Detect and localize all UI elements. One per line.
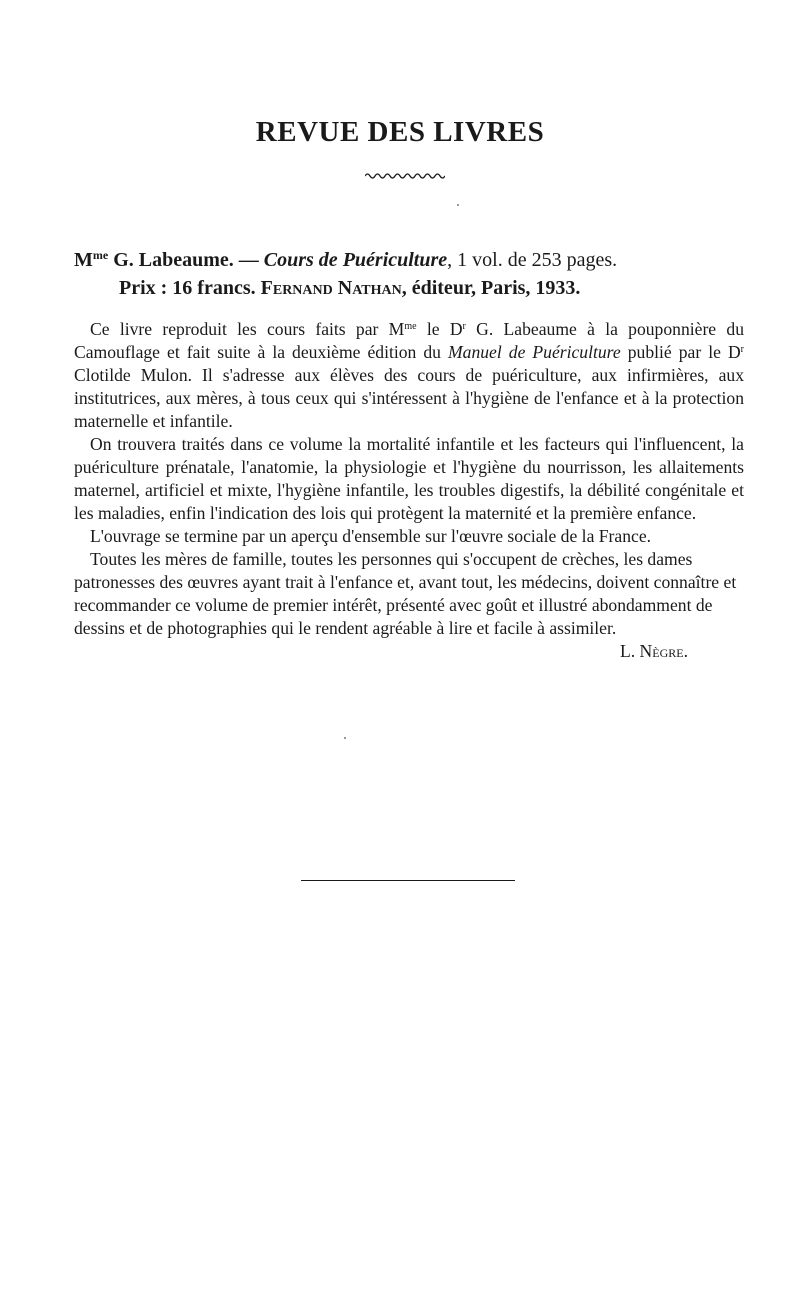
review-body [74, 318, 744, 663]
print-speck [344, 737, 346, 739]
print-speck [457, 204, 459, 206]
paragraph-1 [74, 318, 744, 433]
book-title: Cours de Puériculture [263, 249, 448, 271]
paragraph-1-text-e: Clotilde Mulon. Il s'adresse aux élèves des cours de puériculture, aux infirmières, aux institutrices, aux mères, à tous ceux qui s'intéressent à l'hygiène de l'enfance et à la protection maternelle et infantile. [74, 365, 744, 431]
author-prefix-sup: me [92, 248, 109, 262]
paragraph-4-text: Toutes les mères de famille, toutes les personnes qui s'occupent de crèches, les dames patronesses des œuvres ayant trait à l'enfance et, avant tout, les médecins, doivent connaître et recommander ce volume de premier intérêt, présenté avec goût et illustré abondamment de dessins et de photographies qui le rendent agréable à lire et facile à assimiler. [74, 549, 737, 638]
volume-info: , 1 vol. de 253 pages. [447, 249, 618, 271]
paragraph-1-sup-3: r [740, 344, 745, 355]
price: Prix : 16 francs. [119, 277, 261, 299]
paragraph-1-text-b: le D [416, 319, 463, 339]
paragraph-1-text-d: publié par le D [620, 342, 741, 362]
review-heading [74, 246, 754, 302]
paragraph-1-text-a: Ce livre reproduit les cours faits par M [90, 319, 405, 339]
paragraph-1-sup-1: me [404, 321, 417, 332]
author-prefix: M [74, 249, 93, 271]
publisher-rest: , éditeur, Paris, 1933. [401, 277, 581, 299]
paragraph-1-text-c: G. Labeaume à la pouponnière du Camouflage et fait suite à la deuxième édition du [74, 319, 744, 362]
paragraph-2: On trouvera traités dans ce volume la mortalité infantile et les facteurs qui l'influencent, la puériculture prénatale, l'anatomie, la physiologie et l'hygiène du nourrisson, les allaitements maternel, artificiel et mixte, l'hygiène infantile, les troubles digestifs, la débilité congénitale et les maladies, enfin l'indication des lois qui protègent la maternité et la première enfance. [74, 434, 744, 523]
heading-dash: . — [228, 249, 264, 271]
signature: L. Nègre. [620, 641, 688, 661]
end-rule [301, 880, 515, 881]
title-ornament [365, 172, 445, 180]
publisher: Fernand Nathan [260, 277, 402, 299]
page-title: REVUE DES LIVRES [255, 116, 545, 148]
paragraph-1-sup-2: r [462, 321, 466, 332]
paragraph-4 [74, 548, 744, 661]
price-line [74, 274, 754, 302]
author-name: G. Labeaume [113, 249, 229, 271]
paragraph-3: L'ouvrage se termine par un aperçu d'ensemble sur l'œuvre sociale de la France. [90, 526, 652, 546]
paragraph-1-italic-title: Manuel de Puériculture [448, 342, 621, 362]
